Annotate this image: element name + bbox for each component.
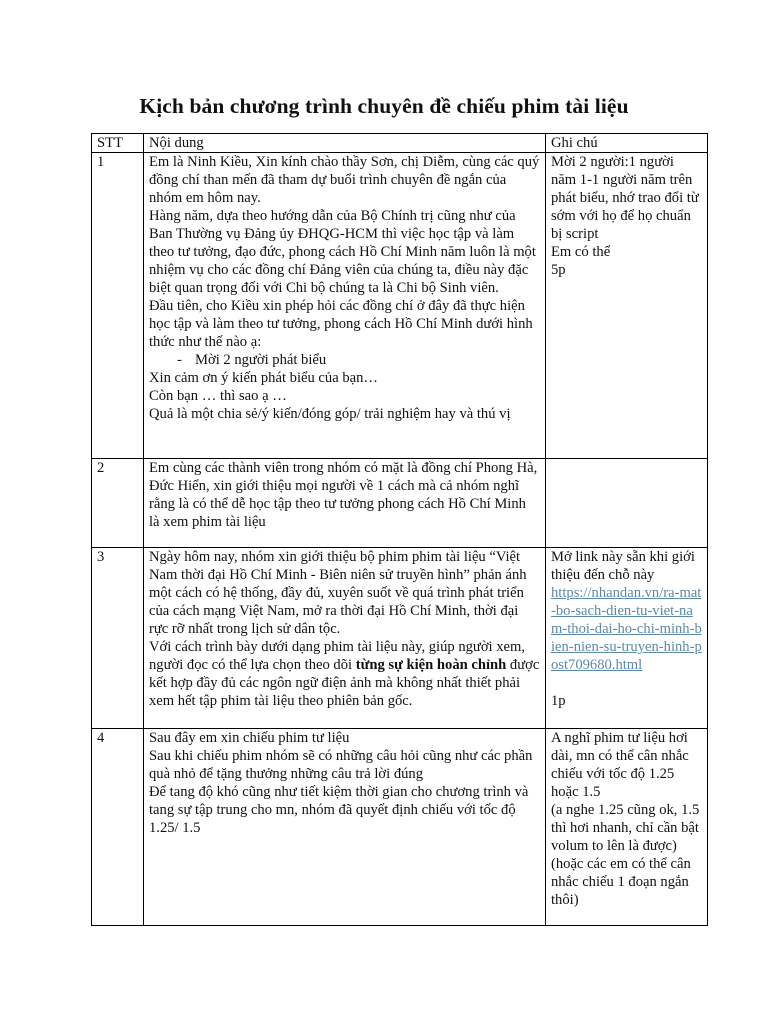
bullet-text: Mời 2 người phát biểu xyxy=(195,352,327,368)
row-content xyxy=(144,729,546,926)
article-link[interactable]: https://nhandan.vn/ra-mat-bo-sach-dien-tu-viet-nam-thoi-dai-ho-chi-minh-bien-nien-su-truyen-hinh-post709680.html xyxy=(551,585,702,673)
header-note: Ghi chú xyxy=(546,134,708,153)
note-paragraph: A nghĩ phim tư liệu hơi dài, mn có thể cân nhắc chiếu với tốc độ 1.25 hoặc 1.5 xyxy=(551,730,689,800)
row-number: 2 xyxy=(92,459,144,548)
content-paragraph: Để tang độ khó cũng như tiết kiệm thời gian cho chương trình và tang sự tập trung cho mn, nhóm đã quyết định chiếu với tốc độ 1.25/ 1.5 xyxy=(149,784,529,836)
note-paragraph: 5p xyxy=(551,262,566,278)
header-content: Nội dung xyxy=(144,134,546,153)
content-paragraph xyxy=(149,638,540,710)
content-paragraph: Quả là một chia sẻ/ý kiến/đóng góp/ trải nghiệm hay và thú vị xyxy=(149,406,511,422)
table-row xyxy=(92,459,708,548)
row-content xyxy=(144,459,546,548)
bullet-item xyxy=(149,351,540,369)
note-paragraph: Em có thể xyxy=(551,244,611,260)
content-paragraph: Hàng năm, dựa theo hướng dẫn của Bộ Chính trị cũng như của Ban Thường vụ Đảng ủy ĐHQG-HCM thì việc học tập và làm theo tư tưởng, đạo đức, phong cách Hồ Chí Minh năm luôn là một nhiệm vụ cho các đồng chí Đảng viên của chúng ta, điều này đặc biệt quan trọng đối với Chi bộ chúng ta là Chi bộ Sinh viên. xyxy=(149,208,536,296)
note-paragraph: 1p xyxy=(551,693,566,709)
content-text: được kết hợp đầy đủ các ngôn ngữ điện ảnh mà không nhất thiết phải xem hết tập phim tài liệu theo phiên bản gốc. xyxy=(149,657,540,709)
content-paragraph: Còn bạn … thì sao ạ … xyxy=(149,388,287,404)
document-title: Kịch bản chương trình chuyên đề chiếu phim tài liệu xyxy=(139,94,629,118)
table-row xyxy=(92,548,708,729)
content-paragraph: Ngày hôm nay, nhóm xin giới thiệu bộ phim phim tài liệu “Việt Nam thời đại Hồ Chí Minh - Biên niên sử truyền hình” phản ánh một cách có hệ thống, đầy đủ, xuyên suốt về quá trình phát triển của cách mạng Việt Nam, mở ra thời đại Hồ Chí Minh, thời đại rực rỡ nhất trong lịch sử dân tộc. xyxy=(149,549,527,637)
note-paragraph: Mở link này sẵn khi giới thiệu đến chỗ này xyxy=(551,549,695,583)
script-table xyxy=(91,133,708,926)
row-note xyxy=(546,548,708,729)
row-number: 1 xyxy=(92,153,144,459)
spacer xyxy=(551,674,702,692)
header-stt: STT xyxy=(92,134,144,153)
content-paragraph: Em là Ninh Kiều, Xin kính chào thầy Sơn, chị Diễm, cùng các quý đồng chí than mến đã tham dự buổi trình chuyên đề ngắn của nhóm em hôm nay. xyxy=(149,154,540,206)
note-paragraph: Mời 2 người:1 người năm 1-1 người năm trên phát biểu, nhớ trao đổi từ sớm với họ để họ chuẩn bị script xyxy=(551,154,699,242)
row-content xyxy=(144,153,546,459)
content-paragraph: Đầu tiên, cho Kiều xin phép hỏi các đồng chí ở đây đã thực hiện học tập và làm theo tư tưởng, phong cách Hồ Chí Minh dưới hình thức như thế nào ạ: xyxy=(149,298,533,350)
row-number: 3 xyxy=(92,548,144,729)
table-row xyxy=(92,729,708,926)
row-note xyxy=(546,729,708,926)
content-paragraph: Sau đây em xin chiếu phim tư liệu xyxy=(149,730,350,746)
content-paragraph: Sau khi chiếu phim nhóm sẽ có những câu hỏi cũng như các phần quà nhỏ để tặng thưởng những câu trả lời đúng xyxy=(149,748,533,782)
content-paragraph: Xin cảm ơn ý kiến phát biểu của bạn… xyxy=(149,370,378,386)
table-header-row xyxy=(92,134,708,153)
content-text: Với cách trình bày dưới dạng phim tài liệu này, giúp người xem, người đọc có thể lựa chọn theo dõi xyxy=(149,639,526,673)
bullet-dash: - xyxy=(177,352,182,368)
row-number: 4 xyxy=(92,729,144,926)
content-paragraph: Em cùng các thành viên trong nhóm có mặt là đồng chí Phong Hà, Đức Hiển, xin giới thiệu mọi người về 1 cách mà cả nhóm nghĩ rằng là có thể dễ học tập theo tư tưởng phong cách Hồ Chí Minh là xem phim tài liệu xyxy=(149,460,538,530)
content-bold-text: từng sự kiện hoàn chỉnh xyxy=(355,657,507,673)
table-row xyxy=(92,153,708,459)
note-paragraph: (a nghe 1.25 cũng ok, 1.5 thì hơi nhanh, chỉ cần bật volum to lên là được)(hoặc các em có thể cân nhắc chiếu 1 đoạn ngắn thôi) xyxy=(551,802,700,908)
row-note xyxy=(546,153,708,459)
row-content xyxy=(144,548,546,729)
row-note xyxy=(546,459,708,548)
